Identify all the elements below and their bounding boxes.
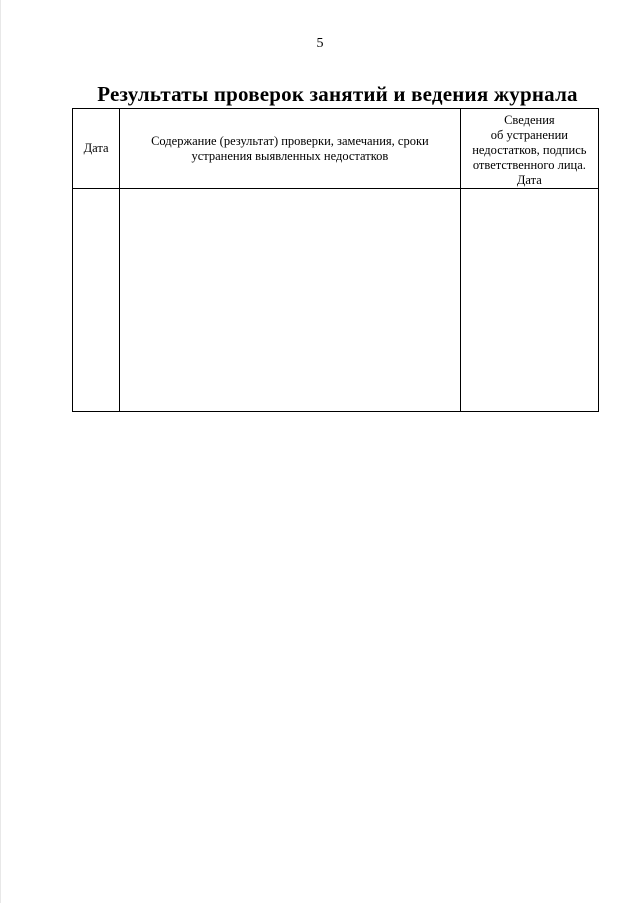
header-date — [73, 109, 120, 189]
header-info-line: ответственного лица. — [472, 158, 586, 172]
header-info-line: Дата — [516, 173, 542, 187]
header-content-label: Содержание (результат) проверки, замечания, сроки устранения выявленных недостатков — [151, 133, 429, 163]
cell-remediation-info — [460, 189, 598, 412]
table-header-row — [73, 109, 599, 189]
page-number: 5 — [316, 36, 324, 51]
cell-content — [120, 189, 461, 412]
table-row — [73, 189, 599, 412]
cell-date — [73, 189, 120, 412]
header-info-line: об устранении — [490, 128, 568, 142]
header-info-line: недостатков, подпись — [472, 143, 587, 157]
header-remediation-info — [460, 109, 598, 189]
header-date-label: Дата — [83, 141, 109, 155]
header-info-line: Сведения — [504, 113, 555, 127]
inspection-results-table — [72, 108, 599, 412]
header-content — [120, 109, 461, 189]
page-title: Результаты проверок занятий и ведения журнала — [97, 82, 578, 106]
scan-edge — [0, 0, 1, 903]
